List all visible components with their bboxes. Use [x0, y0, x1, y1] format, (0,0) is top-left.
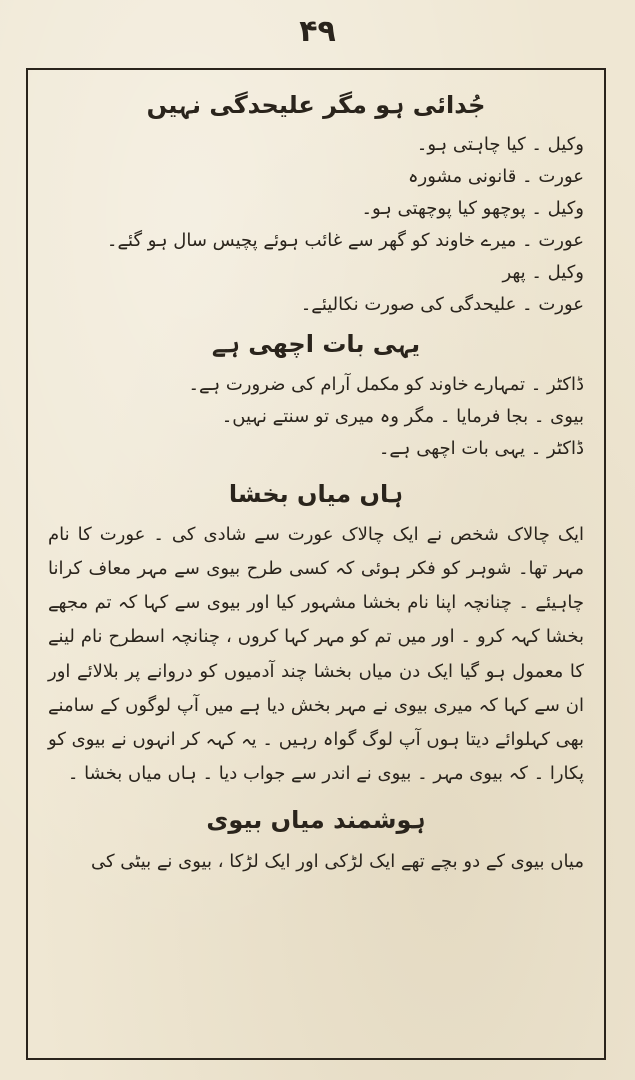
section-heading: جُدائی ہو مگر علیحدگی نہیں [146, 91, 486, 119]
page-number: ۴۹ [299, 14, 336, 49]
dialogue-line: وکیل ۔ پھر [502, 262, 584, 284]
dialogue-line: بیوی ۔ بجا فرمایا ۔ مگر وہ میری تو سنتے نہیں۔ [221, 405, 584, 427]
section-good-thing [48, 329, 584, 464]
story-paragraph: ایک چالاک شخص نے ایک چالاک عورت سے شادی کی ۔ عورت کا نام مہر تھا۔ شوہر کو فکر ہوئی کہ کسی طرح بیوی سے مہر معاف کرانا چاہیئے ۔ چنانچہ اپنا نام بخشا مشہور کیا اور بیوی سے کہا کہ تم مجھے بخشا کہہ کرو ۔ اور میں تم کو مہر کہا کروں ، چنانچہ اسطرح نام لینے کا معمول ہو گیا ایک دن میاں بخشا چند آدمیوں کو دروانے پر بلالائے اور ان سے کہا کہ میری بیوی نے مہر بخش دیا ہے میں آپ لوگوں کے سامنے بھی کہلوائے دیتا ہوں آپ لوگ گواہ رہیں ۔ یہ کہہ کر انہوں نے بیوی کو پکارا ۔ کہ بیوی مہر ۔ بیوی نے اندر سے جواب دیا ۔ ہاں میاں بخشا ۔ [48, 523, 584, 785]
dialogue-line: عورت ۔ علیحدگی کی صورت نکالیئے۔ [300, 294, 584, 316]
section-clever-couple [48, 805, 584, 878]
section-heading: یہی بات اچھی ہے [211, 330, 421, 359]
dialogue-line: عورت ۔ قانونی مشورہ [407, 166, 584, 188]
section-heading: ہاں میاں بخشا [228, 479, 404, 508]
dialogue-line: وکیل ۔ کیا چاہتی ہو۔ [416, 134, 584, 156]
dialogue-line: عورت ۔ میرے خاوند کو گھر سے غائب ہوئے پچیس سال ہو گئے۔ [106, 230, 584, 252]
dialogue-line: ڈاکٹر ۔ یہی بات اچھی ہے۔ [378, 437, 584, 459]
story-paragraph: میاں بیوی کے دو بچے تھے ایک لڑکی اور ایک لڑکا ، بیوی نے بیٹی کی [90, 850, 584, 872]
dialogue-line: وکیل ۔ پوچھو کیا پوچھتی ہو۔ [361, 198, 584, 220]
section-divorce [48, 90, 584, 321]
dialogue-line: ڈاکٹر ۔ تمہارے خاوند کو مکمل آرام کی ضرورت ہے۔ [188, 373, 584, 395]
section-mian-bakhsha [48, 479, 584, 792]
text-frame [26, 68, 606, 1060]
section-heading: ہوشمند میاں بیوی [206, 806, 426, 835]
